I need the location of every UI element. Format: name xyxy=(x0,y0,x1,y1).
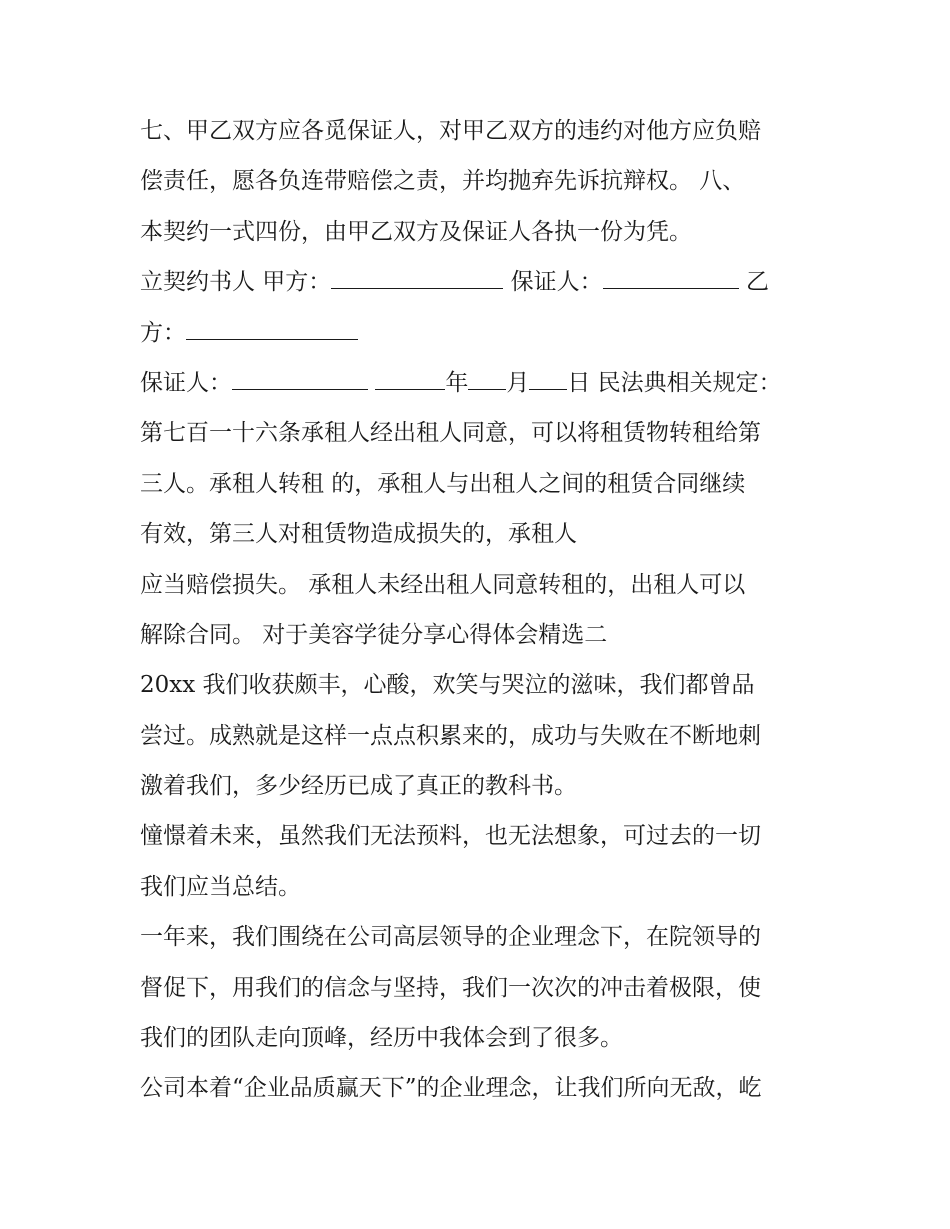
day-blank xyxy=(529,371,567,390)
text-line: 应当赔偿损失。 承租人未经出租人同意转租的，出租人可以 xyxy=(140,571,746,598)
text-line: 三人。承租人转租 的，承租人与出租人之间的租赁合同继续 xyxy=(140,470,746,497)
day-label: 日 民法典相关规定： xyxy=(567,369,782,396)
party-b-label-part2: 方： xyxy=(140,319,186,346)
party-b-blank xyxy=(186,321,358,340)
text-line: 督促下，用我们的信念与坚持，我们一次次的冲击着极限，使 xyxy=(140,974,761,1001)
text-line: 七、甲乙双方应各觅保证人，对甲乙双方的违约对他方应负赔 xyxy=(140,118,761,144)
year-label: 年 xyxy=(445,369,469,396)
year-blank xyxy=(375,371,445,390)
text-line: 本契约一式四份，由甲乙双方及保证人各执一份为凭。 xyxy=(140,218,692,245)
text-line: 偿责任，愿各负连带赔偿之责，并均抛弃先诉抗辩权。 八、 xyxy=(140,168,746,195)
month-blank xyxy=(468,371,506,390)
text-line: 我们的团队走向顶峰，经历中我体会到了很多。 xyxy=(140,1025,623,1052)
signature-line-continued xyxy=(140,308,815,358)
text-line: 尝过。成熟就是这样一点点积累来的，成功与失败在不断地刺 xyxy=(140,722,761,749)
party-b-label-part1: 乙 xyxy=(745,269,769,296)
guarantor-blank xyxy=(603,270,739,289)
text-line: 一年来，我们围绕在公司高层领导的企业理念下，在院领导的 xyxy=(140,924,761,951)
guarantor-blank-2 xyxy=(232,371,368,390)
text-line: 公司本着“企业品质赢天下”的企业理念，让我们所向无敌，屹 xyxy=(140,1075,762,1102)
text-line: 第七百一十六条承租人经出租人同意，可以将租赁物转租给第 xyxy=(140,420,761,447)
signers-label: 立契约书人 甲方： xyxy=(140,269,332,296)
party-a-blank xyxy=(331,270,503,289)
guarantor-label: 保证人： xyxy=(510,269,603,296)
text-line: 我们应当总结。 xyxy=(140,873,301,900)
text-line: 解除合同。 对于美容学徒分享心得体会精选二 xyxy=(140,621,608,648)
text-line: 激着我们，多少经历已成了真正的教科书。 xyxy=(140,773,577,800)
guarantor-label-2: 保证人： xyxy=(140,369,232,396)
guarantor-date-line xyxy=(140,358,815,408)
text-line: 憧憬着未来，虽然我们无法预料，也无法想象，可过去的一切 xyxy=(140,823,761,850)
month-label: 月 xyxy=(506,369,530,396)
text-line: 20xx 我们收获颇丰，心酸，欢笑与哭泣的滋味，我们都曾品 xyxy=(140,672,755,699)
document-body xyxy=(140,106,815,1114)
text-line: 有效，第三人对租赁物造成损失的，承租人 xyxy=(140,521,577,548)
signature-line xyxy=(140,257,815,307)
